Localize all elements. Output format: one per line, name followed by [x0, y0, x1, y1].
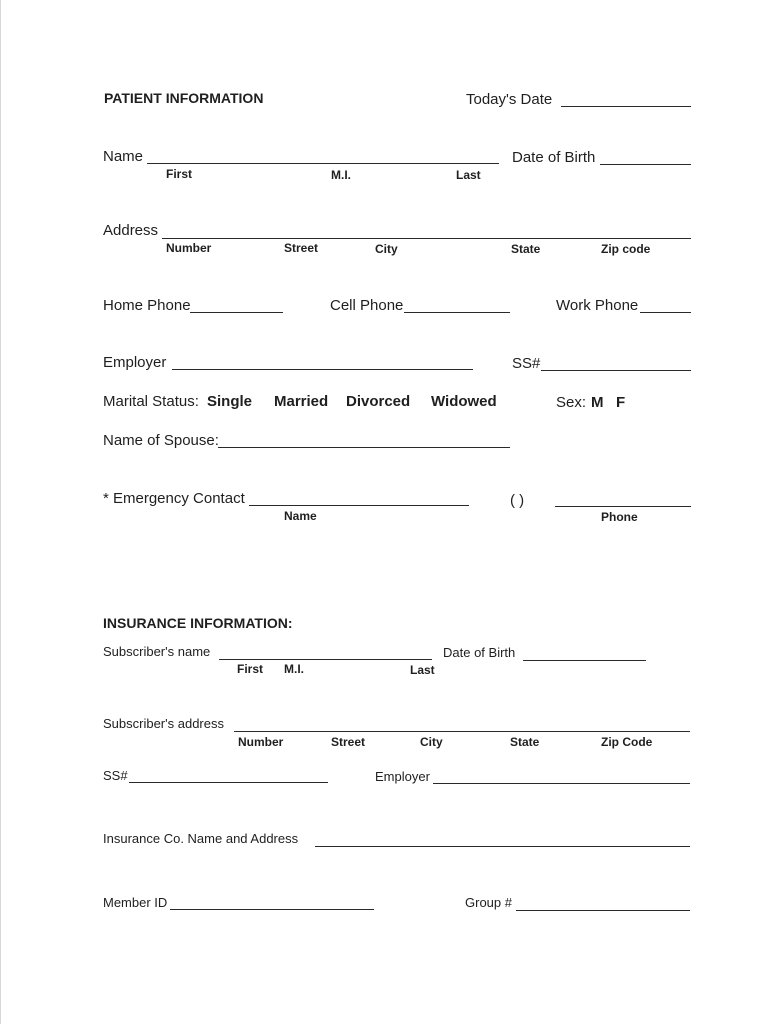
name-last-caption: Last — [456, 168, 481, 182]
name-field[interactable] — [147, 163, 499, 164]
marital-option-widowed[interactable]: Widowed — [431, 393, 497, 410]
subscriber-name-label: Subscriber's name — [103, 644, 211, 659]
work-phone-field[interactable] — [640, 312, 691, 313]
sex-option-m[interactable]: M — [591, 394, 604, 411]
subscriber-city-caption: City — [420, 735, 443, 749]
date-of-birth-label: Date of Birth — [512, 149, 596, 166]
subscriber-zip-caption: Zip Code — [601, 735, 653, 749]
emergency-contact-label: * Emergency Contact — [103, 490, 245, 507]
marital-option-divorced[interactable]: Divorced — [346, 393, 411, 410]
ss-field[interactable] — [541, 370, 691, 371]
insurance-company-label: Insurance Co. Name and Address — [103, 831, 299, 846]
insurance-ss-field[interactable] — [129, 782, 328, 783]
work-phone-label: Work Phone — [556, 297, 639, 314]
home-phone-field[interactable] — [190, 312, 283, 313]
emergency-contact-name-field[interactable] — [249, 505, 469, 506]
insurance-employer-label: Employer — [375, 769, 430, 784]
marital-option-single[interactable]: Single — [207, 393, 253, 410]
subscriber-mi-caption: M.I. — [284, 662, 304, 676]
address-number-caption: Number — [166, 241, 212, 255]
subscriber-street-caption: Street — [331, 735, 366, 749]
marital-option-married[interactable]: Married — [274, 393, 329, 410]
subscriber-dob-label: Date of Birth — [443, 645, 516, 660]
date-of-birth-field[interactable] — [600, 164, 691, 165]
group-number-field[interactable] — [516, 910, 690, 911]
scan-edge — [0, 0, 1, 1024]
emergency-phone-caption: Phone — [601, 510, 638, 524]
emergency-contact-phone-field[interactable] — [555, 506, 691, 507]
employer-field[interactable] — [172, 369, 473, 370]
cell-phone-field[interactable] — [404, 312, 510, 313]
group-number-label: Group # — [465, 895, 512, 910]
ss-label: SS# — [512, 355, 541, 372]
employer-label: Employer — [103, 354, 167, 371]
subscriber-state-caption: State — [510, 735, 540, 749]
subscriber-address-field[interactable] — [234, 731, 690, 732]
name-of-spouse-field[interactable] — [218, 447, 510, 448]
emergency-name-caption: Name — [284, 509, 317, 523]
sex-option-f[interactable]: F — [616, 394, 626, 411]
address-field[interactable] — [162, 238, 691, 239]
name-label: Name — [103, 148, 144, 165]
subscriber-name-field[interactable] — [219, 659, 432, 660]
name-mi-caption: M.I. — [331, 168, 351, 182]
home-phone-label: Home Phone — [103, 297, 191, 314]
member-id-label: Member ID — [103, 895, 168, 910]
insurance-company-field[interactable] — [315, 846, 690, 847]
insurance-employer-field[interactable] — [433, 783, 690, 784]
marital-status-label: Marital Status: — [103, 393, 199, 410]
patient-information-heading: PATIENT INFORMATION — [104, 90, 264, 106]
address-city-caption: City — [375, 242, 398, 256]
sex-label: Sex: — [556, 394, 587, 411]
todays-date-field[interactable] — [561, 106, 691, 107]
address-zip-caption: Zip code — [601, 242, 651, 256]
address-street-caption: Street — [284, 241, 319, 255]
subscriber-last-caption: Last — [410, 663, 435, 677]
phone-area-code-parens: ( ) — [510, 492, 525, 509]
subscriber-address-label: Subscriber's address — [103, 716, 224, 731]
address-label: Address — [103, 222, 159, 239]
todays-date-label: Today's Date — [466, 91, 553, 108]
subscriber-number-caption: Number — [238, 735, 284, 749]
insurance-ss-label: SS# — [103, 768, 128, 783]
address-state-caption: State — [511, 242, 541, 256]
cell-phone-label: Cell Phone — [330, 297, 404, 314]
insurance-information-heading: INSURANCE INFORMATION: — [103, 615, 293, 631]
name-of-spouse-label: Name of Spouse: — [103, 432, 219, 449]
subscriber-first-caption: First — [237, 662, 264, 676]
subscriber-dob-field[interactable] — [523, 660, 646, 661]
name-first-caption: First — [166, 167, 193, 181]
member-id-field[interactable] — [170, 909, 374, 910]
